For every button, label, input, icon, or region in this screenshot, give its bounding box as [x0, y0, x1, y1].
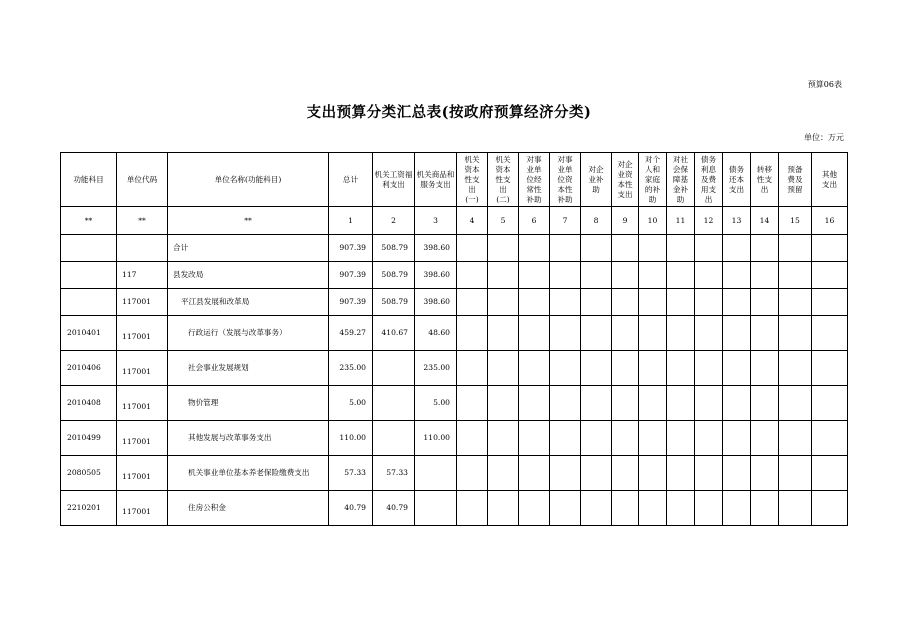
empty-cell [519, 456, 550, 491]
empty-cell [457, 421, 488, 456]
function-code-cell [61, 289, 117, 316]
column-index: 11 [667, 207, 695, 235]
empty-cell [639, 289, 667, 316]
column-index: 16 [812, 207, 848, 235]
wage-welfare-cell: 57.33 [373, 456, 415, 491]
empty-cell [812, 351, 848, 386]
empty-cell [550, 351, 581, 386]
empty-cell [812, 456, 848, 491]
index-row [61, 207, 848, 235]
unit-name-cell: 行政运行（发展与改革事务） [168, 316, 329, 351]
unit-code-cell: 117001 [117, 289, 168, 316]
wage-welfare-cell: 508.79 [373, 235, 415, 262]
empty-cell [457, 262, 488, 289]
unit-name-cell: 县发改局 [168, 262, 329, 289]
empty-cell [751, 456, 779, 491]
column-index: 13 [723, 207, 751, 235]
column-header [695, 153, 723, 207]
empty-cell [639, 316, 667, 351]
total-cell: 110.00 [329, 421, 373, 456]
empty-cell [639, 421, 667, 456]
empty-cell [457, 491, 488, 526]
column-header [612, 153, 639, 207]
goods-services-cell: 48.60 [415, 316, 457, 351]
empty-cell [723, 262, 751, 289]
empty-cell [812, 316, 848, 351]
empty-cell [457, 316, 488, 351]
empty-cell [779, 262, 812, 289]
goods-services-cell: 5.00 [415, 386, 457, 421]
form-number: 预算06表 [807, 80, 842, 89]
empty-cell [751, 491, 779, 526]
empty-cell [667, 262, 695, 289]
empty-cell [723, 289, 751, 316]
column-header-text: 债务还本支出 [728, 164, 745, 194]
total-cell: 235.00 [329, 351, 373, 386]
column-header-text: 对社会保障基金补助 [672, 154, 689, 204]
empty-cell [519, 235, 550, 262]
empty-cell [695, 386, 723, 421]
function-code-cell: 2080505 [61, 456, 117, 491]
empty-cell [667, 351, 695, 386]
empty-cell [519, 316, 550, 351]
empty-cell [812, 421, 848, 456]
column-index: ** [168, 207, 329, 235]
column-header [581, 153, 612, 207]
empty-cell [488, 386, 519, 421]
empty-cell [639, 456, 667, 491]
empty-cell [639, 491, 667, 526]
empty-cell [779, 421, 812, 456]
column-index: 4 [457, 207, 488, 235]
empty-cell [639, 386, 667, 421]
empty-cell [612, 351, 639, 386]
empty-cell [695, 289, 723, 316]
empty-cell [550, 491, 581, 526]
unit-code-cell: 117001 [117, 491, 168, 526]
column-header [639, 153, 667, 207]
empty-cell [779, 235, 812, 262]
empty-cell [723, 386, 751, 421]
empty-cell [612, 456, 639, 491]
empty-cell [695, 421, 723, 456]
empty-cell [488, 421, 519, 456]
empty-cell [751, 386, 779, 421]
total-cell: 907.39 [329, 262, 373, 289]
empty-cell [581, 421, 612, 456]
empty-cell [667, 235, 695, 262]
empty-cell [695, 351, 723, 386]
empty-cell [550, 386, 581, 421]
function-code-cell [61, 262, 117, 289]
column-index: ** [61, 207, 117, 235]
column-header-text: 机关资本性支出(一) [464, 154, 480, 204]
empty-cell [695, 491, 723, 526]
column-header-text: 债务利息及费用支出 [700, 154, 717, 204]
unit-code-cell: 117001 [117, 421, 168, 456]
empty-cell [612, 289, 639, 316]
column-header-text: 预备费及预留 [787, 164, 803, 194]
column-index: 8 [581, 207, 612, 235]
empty-cell [612, 421, 639, 456]
empty-cell [581, 289, 612, 316]
unit-code-cell: 117001 [117, 386, 168, 421]
expenditure-table [60, 152, 848, 526]
column-header [667, 153, 695, 207]
function-code-cell: 2210201 [61, 491, 117, 526]
page-title: 支出预算分类汇总表(按政府预算经济分类) [306, 104, 592, 121]
function-code-cell: 2010499 [61, 421, 117, 456]
empty-cell [612, 262, 639, 289]
empty-cell [667, 491, 695, 526]
empty-cell [639, 262, 667, 289]
table-row [61, 235, 848, 262]
goods-services-cell: 398.60 [415, 289, 457, 316]
goods-services-cell [415, 456, 457, 491]
empty-cell [667, 289, 695, 316]
column-header-text: 对事业单位经常性补助 [526, 154, 542, 204]
goods-services-cell: 398.60 [415, 235, 457, 262]
empty-cell [488, 491, 519, 526]
column-index: 9 [612, 207, 639, 235]
empty-cell [751, 421, 779, 456]
empty-cell [488, 262, 519, 289]
empty-cell [488, 456, 519, 491]
wage-welfare-cell: 410.67 [373, 316, 415, 351]
column-index: 6 [519, 207, 550, 235]
empty-cell [581, 262, 612, 289]
empty-cell [550, 235, 581, 262]
empty-cell [612, 386, 639, 421]
empty-cell [457, 289, 488, 316]
unit-code-cell: 117001 [117, 456, 168, 491]
unit-name-cell: 平江县发展和改革局 [168, 289, 329, 316]
table-row [61, 316, 848, 351]
empty-cell [457, 351, 488, 386]
unit-name-cell: 其他发展与改革事务支出 [168, 421, 329, 456]
empty-cell [581, 386, 612, 421]
empty-cell [488, 235, 519, 262]
empty-cell [667, 456, 695, 491]
function-code-cell [61, 235, 117, 262]
goods-services-cell: 110.00 [415, 421, 457, 456]
table-row [61, 456, 848, 491]
wage-welfare-cell [373, 351, 415, 386]
unit-name-cell: 合计 [168, 235, 329, 262]
empty-cell [519, 351, 550, 386]
table-row [61, 491, 848, 526]
column-index: 5 [488, 207, 519, 235]
column-index: 10 [639, 207, 667, 235]
unit-name-cell: 机关事业单位基本养老保险缴费支出 [168, 456, 329, 491]
wage-welfare-cell: 508.79 [373, 262, 415, 289]
column-header-text: 总计 [342, 174, 359, 184]
empty-cell [457, 235, 488, 262]
column-index: 15 [779, 207, 812, 235]
column-header-text: 机关工资福利支出 [374, 169, 413, 189]
column-index: 3 [415, 207, 457, 235]
column-header [61, 153, 117, 207]
column-header-text: 单位代码 [126, 174, 158, 184]
function-code-cell: 2010401 [61, 316, 117, 351]
column-header [329, 153, 373, 207]
total-cell: 40.79 [329, 491, 373, 526]
column-header-text: 机关资本性支出(二) [495, 154, 511, 204]
empty-cell [751, 316, 779, 351]
total-cell: 5.00 [329, 386, 373, 421]
function-code-cell: 2010408 [61, 386, 117, 421]
column-index: 1 [329, 207, 373, 235]
total-cell: 459.27 [329, 316, 373, 351]
empty-cell [639, 235, 667, 262]
goods-services-cell [415, 491, 457, 526]
column-index: ** [117, 207, 168, 235]
header-row [61, 153, 848, 207]
column-index: 2 [373, 207, 415, 235]
empty-cell [612, 235, 639, 262]
empty-cell [779, 386, 812, 421]
empty-cell [457, 456, 488, 491]
unit-name-cell: 物价管理 [168, 386, 329, 421]
total-cell: 907.39 [329, 289, 373, 316]
empty-cell [667, 386, 695, 421]
total-cell: 57.33 [329, 456, 373, 491]
empty-cell [812, 386, 848, 421]
goods-services-cell: 398.60 [415, 262, 457, 289]
empty-cell [751, 235, 779, 262]
empty-cell [695, 262, 723, 289]
empty-cell [723, 421, 751, 456]
column-header [373, 153, 415, 207]
unit-code-cell [117, 235, 168, 262]
unit-name-cell: 住房公积金 [168, 491, 329, 526]
empty-cell [488, 351, 519, 386]
empty-cell [779, 491, 812, 526]
empty-cell [751, 289, 779, 316]
empty-cell [723, 456, 751, 491]
empty-cell [519, 421, 550, 456]
unit-label: 单位：万元 [804, 133, 844, 142]
empty-cell [667, 316, 695, 351]
empty-cell [812, 262, 848, 289]
empty-cell [723, 316, 751, 351]
table-row [61, 289, 848, 316]
empty-cell [550, 262, 581, 289]
empty-cell [519, 491, 550, 526]
empty-cell [581, 351, 612, 386]
column-header [117, 153, 168, 207]
function-code-cell: 2010406 [61, 351, 117, 386]
column-header-text: 单位名称(功能科目) [214, 174, 282, 184]
empty-cell [519, 262, 550, 289]
empty-cell [550, 421, 581, 456]
empty-cell [550, 316, 581, 351]
column-index: 7 [550, 207, 581, 235]
wage-welfare-cell: 508.79 [373, 289, 415, 316]
empty-cell [751, 262, 779, 289]
goods-services-cell: 235.00 [415, 351, 457, 386]
column-index: 14 [751, 207, 779, 235]
column-header-text: 转移性支出 [756, 164, 773, 194]
column-header [488, 153, 519, 207]
column-header [812, 153, 848, 207]
wage-welfare-cell: 40.79 [373, 491, 415, 526]
table-row [61, 351, 848, 386]
empty-cell [612, 491, 639, 526]
column-header [550, 153, 581, 207]
total-cell: 907.39 [329, 235, 373, 262]
unit-name-cell: 社会事业发展规划 [168, 351, 329, 386]
wage-welfare-cell [373, 421, 415, 456]
table-row [61, 421, 848, 456]
empty-cell [695, 235, 723, 262]
empty-cell [581, 316, 612, 351]
unit-code-cell: 117001 [117, 351, 168, 386]
empty-cell [488, 289, 519, 316]
empty-cell [612, 316, 639, 351]
empty-cell [723, 351, 751, 386]
empty-cell [457, 386, 488, 421]
empty-cell [751, 351, 779, 386]
empty-cell [695, 456, 723, 491]
empty-cell [581, 235, 612, 262]
column-header [723, 153, 751, 207]
empty-cell [550, 289, 581, 316]
empty-cell [581, 456, 612, 491]
empty-cell [488, 316, 519, 351]
table-row [61, 386, 848, 421]
empty-cell [581, 491, 612, 526]
column-header [457, 153, 488, 207]
column-header-text: 对企业资本性支出 [617, 159, 633, 199]
empty-cell [723, 235, 751, 262]
empty-cell [779, 316, 812, 351]
column-header-text: 功能科目 [73, 174, 104, 184]
empty-cell [779, 351, 812, 386]
empty-cell [812, 235, 848, 262]
column-header-text: 其他支出 [821, 169, 838, 189]
wage-welfare-cell [373, 386, 415, 421]
empty-cell [519, 289, 550, 316]
empty-cell [723, 491, 751, 526]
empty-cell [639, 351, 667, 386]
column-header [168, 153, 329, 207]
empty-cell [812, 491, 848, 526]
column-header-text: 对个人和家庭的补助 [644, 154, 661, 204]
empty-cell [779, 289, 812, 316]
table-row [61, 262, 848, 289]
empty-cell [779, 456, 812, 491]
column-header [415, 153, 457, 207]
unit-code-cell: 117 [117, 262, 168, 289]
empty-cell [550, 456, 581, 491]
column-header [779, 153, 812, 207]
column-header-text: 对事业单位资本性补助 [557, 154, 573, 204]
column-header-text: 对企业补助 [588, 164, 604, 194]
empty-cell [812, 289, 848, 316]
empty-cell [667, 421, 695, 456]
empty-cell [519, 386, 550, 421]
column-header-text: 机关商品和服务支出 [416, 169, 455, 189]
column-header [751, 153, 779, 207]
column-index: 12 [695, 207, 723, 235]
empty-cell [695, 316, 723, 351]
column-header [519, 153, 550, 207]
unit-code-cell: 117001 [117, 316, 168, 351]
